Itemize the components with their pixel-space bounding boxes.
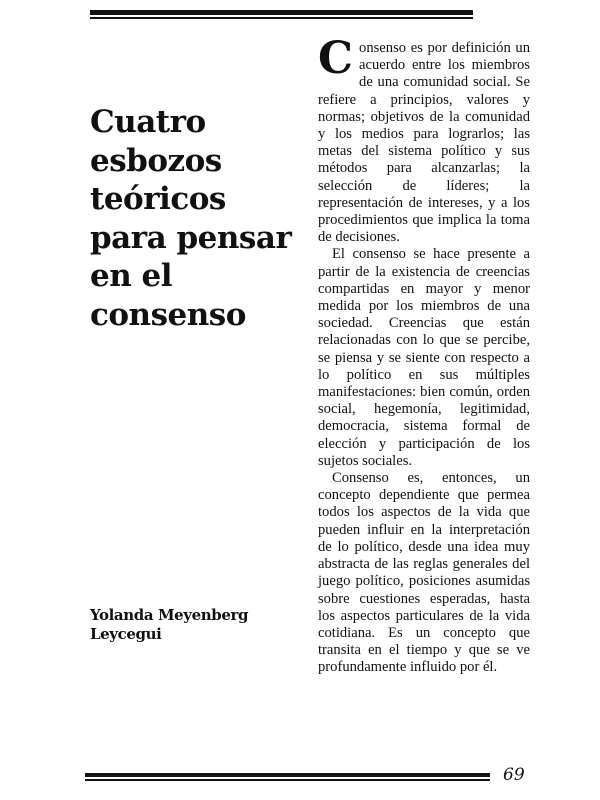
paragraph-2: El consenso se hace presente a partir de la existencia de creencias compartidas en mayor y menor medida por los miembros de una sociedad. Creencias que están relacionadas con lo que se percibe, se piensa y se siente con respecto a lo político en sus múltiples manifestaciones: bien común, orden social, hegemonía, legitimidad, democracia, sistema formal de elección y participación de los sujetos sociales. [318,246,530,469]
paragraph-1 [318,33,530,246]
top-double-rule [90,10,473,19]
top-rule-thick [90,10,473,15]
title-line: esbozos [90,142,222,179]
bottom-rule-thin [85,779,490,781]
bottom-rule-thick [85,773,490,777]
title-line: teóricos [90,181,226,217]
title-line: Cuatro [90,104,206,140]
title-line: para pensar [90,219,292,256]
top-rule-thin [90,17,473,19]
author-byline [90,606,300,644]
page-number: 69 [503,765,525,785]
paragraph-text: onsenso es por definición un acuerdo entre los miembros de una comunidad social. Se refiere a principios, valores y normas; objetivos de la comunidad y los medios para lograrlos; las metas del sistema político y sus métodos para alcanzarlas; la selección de líderes; la representación de intereses, y a los procedimientos que implica la toma de decisiones. [318,40,530,246]
drop-cap: C [318,33,354,84]
author-name-line: Yolanda Meyenberg [90,606,249,624]
title-line: consenso [90,296,246,333]
article-title [90,103,300,334]
title-line: en el [90,258,173,294]
bottom-double-rule [85,773,490,781]
paragraph-3: Consenso es, entonces, un concepto dependiente que permea todos los aspectos de la vida que pueden influir en la interpretación de lo político, desde una idea muy abstracta de las reglas generales del juego político, posiciones asumidas sobre cuestiones esperadas, hasta los aspectos particulares de la vida cotidiana. Es un concepto que transita en el tiempo y que se ve profundamente influido por él. [318,470,530,676]
article-body [318,33,530,677]
author-name-line: Leycegui [90,625,162,643]
